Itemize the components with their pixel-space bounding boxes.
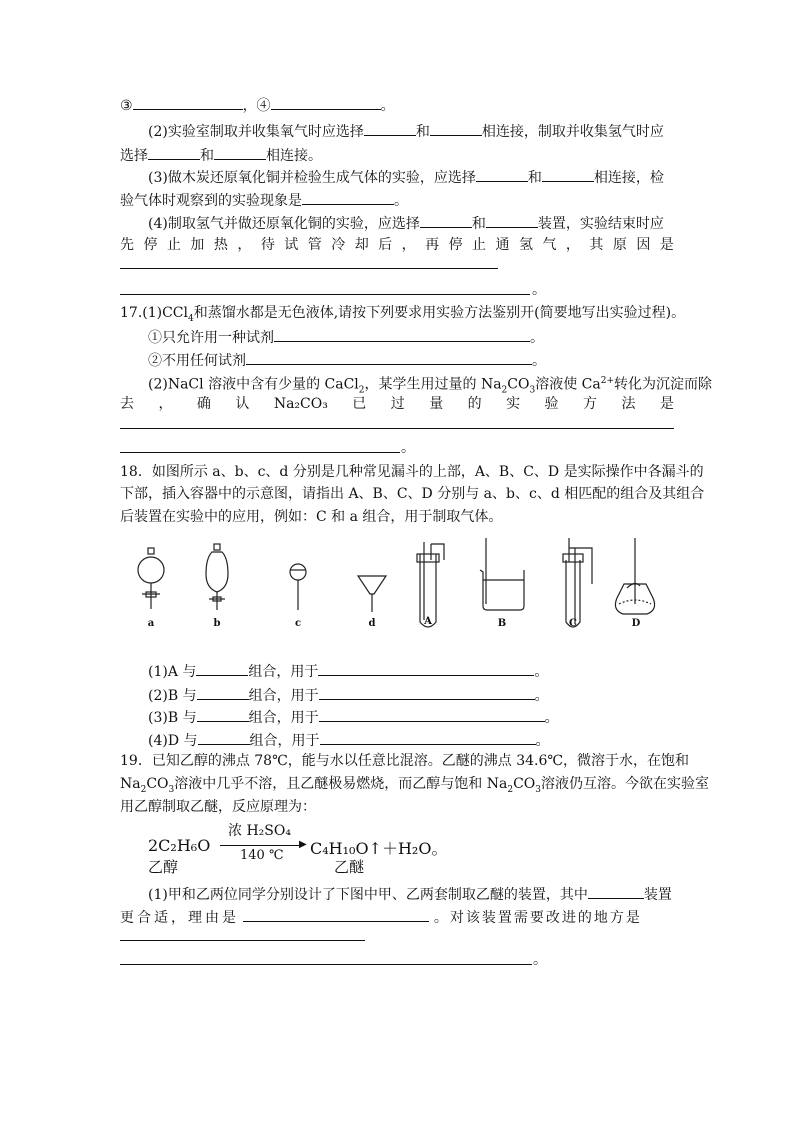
justified-char: ， (565, 237, 580, 253)
answer-blank[interactable] (197, 684, 249, 700)
justified-char: 通 (495, 237, 510, 253)
answer-blank[interactable] (364, 120, 416, 136)
justified-char: 加 (190, 237, 205, 253)
equation-condition-top: 浓 H₂SO₄ (228, 823, 291, 839)
justified-char: 先 (120, 237, 134, 253)
justified-char: 待 (260, 237, 275, 253)
justified-char: 是 (659, 396, 674, 412)
cont-q4-line-1 (148, 212, 664, 234)
q19-p1-b: 装置 (643, 887, 672, 903)
q4-text-b: 和 (471, 216, 486, 232)
period: 。 (401, 440, 415, 456)
q17-p2-d: 溶液使 Ca (535, 376, 601, 393)
blank-label-3: ③ (120, 98, 133, 114)
justified-char: 去 (120, 396, 134, 412)
cont-q2-line-2 (120, 144, 322, 166)
q18-answer-row (148, 660, 548, 682)
justified-char: ， (158, 396, 173, 412)
justified-char: 实 (506, 396, 521, 412)
q2-text-b: 和 (415, 124, 430, 140)
reaction-arrow (220, 845, 304, 846)
q2-text-d: 选择 (120, 148, 148, 164)
answer-blank[interactable] (214, 144, 266, 160)
q2-text-a: (2)实验室制取并收集氧气时应选择 (148, 124, 364, 140)
q4-text-a: (4)制取氢气并做还原氧化铜的实验，应选择 (148, 216, 420, 232)
justified-char: 原 (612, 237, 627, 253)
answer-blank[interactable] (148, 144, 200, 160)
q19-p1-line2-b: 。对该装置需要改进的地方是 (433, 910, 642, 926)
label-A: A (424, 616, 432, 627)
period: 。 (533, 952, 547, 968)
q18-answer-row (148, 684, 549, 706)
justified-char: 冷 (331, 237, 346, 253)
answer-blank-3[interactable] (133, 94, 243, 110)
q19-l2-e: 溶液仍互溶。今欲在实验室 (541, 776, 709, 792)
cont-q3-line-2 (120, 189, 408, 211)
justified-char: 过 (390, 396, 405, 412)
q3-text-a: (3)做木炭还原氧化铜并检验生成气体的实验，应选择 (148, 170, 476, 186)
justified-char: 止 (472, 237, 487, 253)
q17-p2-b: ，某学生用过量的 Na (364, 376, 502, 393)
answer-prefix: (4)D 与 (148, 733, 198, 749)
q18-line-1: 18．如图所示 a、b、c、d 分别是几种常见漏斗的上部，A、B、C、D 是实际操作中各漏斗的 (120, 464, 704, 480)
justified-char: 方 (583, 396, 597, 412)
justified-char: 量 (429, 396, 444, 412)
q17-p2-e: 转化为沉淀而除 (614, 376, 713, 393)
period: 。 (394, 193, 408, 209)
q19-line-2 (120, 774, 709, 800)
q17-intro (120, 303, 685, 329)
justified-char: 再 (425, 237, 440, 253)
answer-blank[interactable] (430, 120, 482, 136)
justified-char: 后 (378, 237, 393, 253)
funnel-c-icon (290, 564, 306, 610)
answer-blank[interactable] (198, 729, 250, 745)
justified-char: 试 (284, 237, 299, 253)
q3-text-d: 验气体时观察到的实验现象是 (120, 193, 302, 209)
q17-item-2 (148, 349, 546, 371)
answer-blank[interactable] (320, 729, 536, 745)
q18-answer-row (148, 729, 550, 751)
label-C: C (569, 618, 577, 629)
apparatus-D-icon (615, 538, 654, 614)
justified-char: 其 (589, 237, 604, 253)
justified-char: 热 (213, 237, 228, 253)
label-a: a (147, 618, 155, 629)
period: 。 (532, 353, 546, 369)
label-b: b (213, 618, 221, 629)
answer-line[interactable] (120, 452, 400, 453)
q17-item-1 (148, 326, 544, 348)
justified-char: 气 (542, 237, 557, 253)
q4-text-c: 装置，实验结束时应 (537, 216, 664, 232)
q19-l2-b: CO (146, 776, 169, 792)
answer-blank[interactable] (318, 660, 534, 676)
justified-char: 是 (659, 237, 674, 253)
answer-blank[interactable] (243, 906, 429, 922)
justified-char: 氢 (518, 237, 533, 253)
justified-char: 因 (636, 237, 651, 253)
q3-text-c: 相连接，检 (593, 170, 664, 186)
justified-char: ， (401, 237, 416, 253)
answer-line[interactable] (120, 940, 365, 941)
justified-char: 停 (143, 237, 158, 253)
label-B: B (497, 618, 507, 629)
subscript: 2 (140, 784, 147, 795)
period: 。 (535, 733, 550, 749)
q19-l2-a: Na (120, 776, 141, 792)
justified-char: 已 (352, 396, 367, 412)
q19-part1-line-1 (148, 883, 672, 905)
reaction-equation (148, 823, 508, 876)
funnel-a-icon (138, 548, 164, 609)
q19-part1-line-2 (120, 906, 642, 928)
answer-blank[interactable] (476, 166, 528, 182)
answer-mid: 组合，用于 (249, 733, 320, 749)
q17-part2-line-2 (120, 394, 674, 414)
superscript: 2+ (600, 376, 615, 386)
subscript: 3 (168, 784, 175, 795)
answer-blank[interactable] (302, 189, 394, 205)
blank-label-4: ，④ (242, 98, 271, 114)
period: 。 (534, 664, 549, 680)
apparatus-A-icon (417, 542, 444, 627)
period: 。 (530, 330, 544, 346)
period: 。 (544, 710, 559, 726)
subscript: 2 (358, 385, 365, 396)
answer-blank[interactable] (542, 166, 594, 182)
answer-blank[interactable] (246, 349, 532, 365)
subscript: 2 (507, 784, 514, 795)
q17-intro-a: 17.(1)CCl (120, 305, 188, 321)
subscript: 2 (501, 385, 508, 396)
q19-p1-line2-a: 更合适，理由是 (120, 910, 239, 926)
q19-p1-a: (1)甲和乙两位同学分别设计了下图中甲、乙两套制取乙醚的装置，其中 (148, 887, 588, 903)
cont-q3-line-1 (148, 166, 664, 188)
justified-char: 法 (621, 396, 636, 412)
justified-char: 止 (166, 237, 181, 253)
cont-line-1 (120, 94, 395, 116)
equation-products: C₄H₁₀O↑＋H₂O。 (310, 839, 448, 858)
justified-char: 确 (196, 396, 211, 412)
q19-line-1: 19．已知乙醇的沸点 78℃，能与水以任意比混溶。乙醚的沸点 34.6℃，微溶于水，在饱和 (120, 753, 690, 769)
subscript: 4 (188, 313, 194, 324)
answer-blank[interactable] (196, 660, 248, 676)
answer-line[interactable] (120, 294, 530, 295)
answer-line[interactable] (120, 268, 498, 269)
label-d: d (368, 618, 376, 629)
q17-p2-a: (2)NaCl 溶液中含有少量的 CaCl (148, 376, 359, 393)
justified-char: 却 (354, 237, 369, 253)
cont-q2-line-1 (148, 120, 664, 142)
q19-line-3: 用乙醇制取乙醚，反应原理为： (120, 799, 316, 815)
justified-char: 管 (307, 237, 322, 253)
answer-prefix: (3)B 与 (148, 710, 197, 726)
q2-text-c: 相连接，制取并收集氢气时应 (481, 124, 664, 140)
answer-mid: 组合，用于 (248, 710, 319, 726)
answer-blank[interactable] (319, 706, 545, 722)
apparatus-B-icon (480, 538, 524, 610)
justified-char: Na₂CO₃ (273, 396, 328, 412)
arrow-head-icon: ▶ (299, 839, 307, 850)
q18-line-3: 后装置在实验中的应用，例如：C 和 a 组合，用于制取气体。 (120, 509, 503, 525)
q19-l2-c: 溶液中几乎不溶，且乙醚极易燃烧，而乙醇与饱和 Na (174, 776, 508, 792)
q2-text-f: 相连接。 (266, 148, 322, 164)
answer-blank[interactable] (486, 212, 538, 228)
justified-char: 的 (467, 396, 482, 412)
funnel-diagram (120, 534, 674, 634)
answer-mid: 组合，用于 (248, 664, 319, 680)
product-name: 乙醚 (334, 858, 365, 876)
answer-blank[interactable] (319, 684, 535, 700)
answer-blank[interactable] (588, 883, 644, 899)
answer-line[interactable] (120, 964, 532, 965)
period: 。 (380, 98, 395, 114)
apparatus-C-icon (563, 538, 592, 627)
subscript: 3 (529, 385, 536, 396)
q17-intro-b: 和蒸馏水都是无色液体,请按下列要求用实验方法鉴别开(简要地写出实验过程)。 (193, 305, 686, 321)
funnel-figure (120, 534, 674, 634)
period: 。 (534, 688, 549, 704)
answer-prefix: (1)A 与 (148, 664, 197, 680)
q18-line-2: 下部，插入容器中的示意图，请指出 A、B、C、D 分别与 a、b、c、d 相匹配的组合及其组合 (120, 486, 705, 502)
equation-condition-bottom: 140 ℃ (240, 848, 284, 863)
q19-l2-d: CO (513, 776, 536, 792)
cont-q4-line-2 (120, 235, 674, 255)
answer-blank[interactable] (420, 212, 472, 228)
equation-reactant: 2C₂H₆O (148, 836, 211, 855)
label-D: D (631, 618, 641, 629)
answer-blank[interactable] (197, 706, 249, 722)
justified-char: 停 (448, 237, 463, 253)
funnel-b-icon (206, 544, 228, 610)
justified-char: 认 (235, 396, 250, 412)
q3-text-b: 和 (527, 170, 542, 186)
q17-item-2-text: ②不用任何试剂 (148, 353, 246, 369)
justified-char: ， (237, 237, 252, 253)
period: 。 (532, 282, 546, 298)
answer-mid: 组合，用于 (248, 688, 319, 704)
justified-char: 验 (544, 396, 559, 412)
subscript: 3 (535, 784, 541, 795)
answer-blank[interactable] (274, 326, 530, 342)
q18-answer-row (148, 706, 559, 728)
answer-line[interactable] (120, 428, 674, 429)
label-c: c (294, 618, 302, 629)
q2-text-e: 和 (200, 148, 214, 164)
answer-blank-4[interactable] (271, 94, 381, 110)
answer-prefix: (2)B 与 (148, 688, 197, 704)
q17-p2-c: CO (507, 376, 530, 393)
reactant-name: 乙醇 (148, 858, 179, 876)
funnel-d-icon (358, 576, 386, 612)
q17-item-1-text: ①只允许用一种试剂 (148, 330, 274, 346)
